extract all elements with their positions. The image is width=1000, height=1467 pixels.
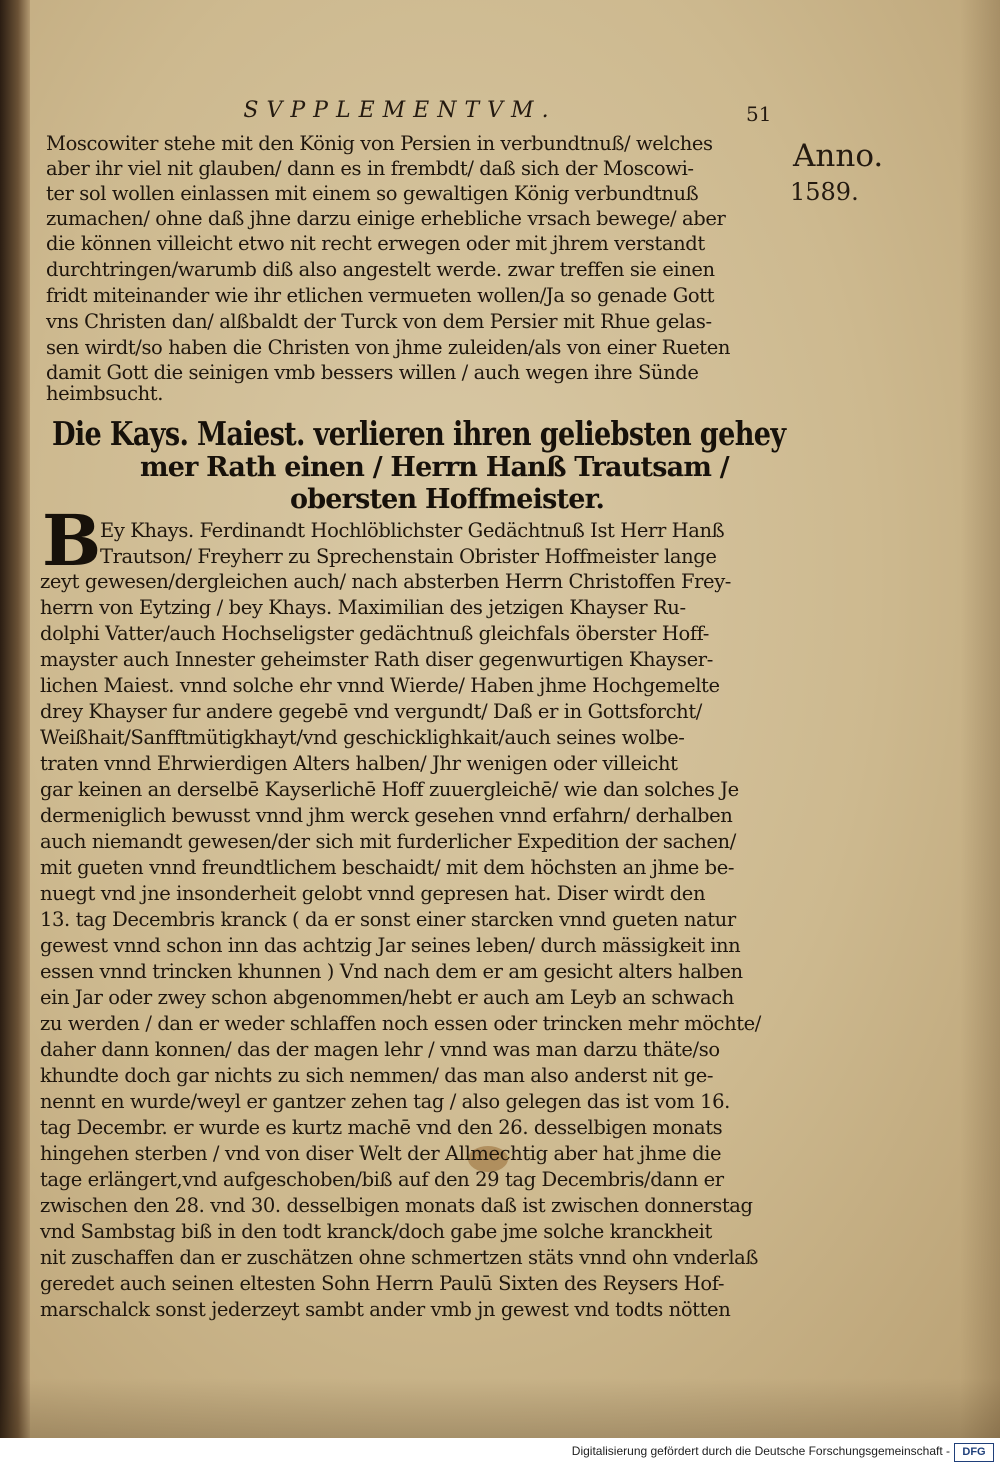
text-line: zwischen den 28. vnd 30. desselbigen monats daß ist zwischen donnerstag [40,1194,753,1217]
chapter-heading-line-2: mer Rath einen / Herrn Hanß Trautsam / [140,452,729,483]
text-line: aber ihr viel nit glauben/ dann es in frembdt/ daß sich der Moscowi- [46,157,694,180]
chapter-heading-line-3: obersten Hoffmeister. [290,484,605,515]
text-line: zumachen/ ohne daß jhne darzu einige erhebliche vrsach bewege/ aber [46,207,726,230]
text-line: tage erlängert,vnd aufgeschoben/biß auf den 29 tag Decembris/dann er [40,1168,724,1191]
text-line: ein Jar oder zwey schon abgenommen/hebt er auch am Leyb an schwach [40,986,734,1009]
marginal-note-year: 1589. [790,178,859,206]
text-line: sen wirdt/so haben die Christen von jhme zuleiden/als von einer Rueten [46,336,731,359]
drop-capital: B [42,499,102,582]
text-line: dermeniglich bewusst vnnd jhm werck gesehen vnnd erfahrn/ derhalben [40,804,733,827]
text-line: nit zuschaffen dan er zuschätzen ohne schmertzen stäts vnnd ohn vnderlaß [40,1246,759,1269]
text-line: herrn von Eytzing / bey Khays. Maximilian des jetzigen Khayser Ru- [40,596,686,619]
text-line: daher dann konnen/ das der magen lehr / vnnd was man darzu thäte/so [40,1038,720,1061]
text-line: vns Christen dan/ alßbaldt der Turck von dem Persier mit Rhue gelas- [46,310,712,333]
text-line: marschalck sonst jederzeyt sambt ander vmb jn gewest vnd todts nötten [40,1298,731,1321]
text-line: heimbsucht. [46,382,163,405]
text-line: 13. tag Decembris kranck ( da er sonst einer starcken vnnd gueten natur [40,908,736,931]
text-line: traten vnnd Ehrwierdigen Alters halben/ Jhr wenigen oder villeicht [40,752,678,775]
text-line: mayster auch Innester geheimster Rath diser gegenwurtigen Khayser- [40,648,713,671]
text-line: Moscowiter stehe mit den König von Persien in verbundtnuß/ welches [46,132,713,155]
text-line: damit Gott die seinigen vmb bessers willen / auch wegen ihre Sünde [46,361,699,384]
funding-notice: Digitalisierung gefördert durch die Deutsche Forschungsgemeinschaft - [571,1444,950,1458]
text-line: vnd Sambstag biß in den todt kranck/doch gabe jme solche kranckheit [40,1220,712,1243]
text-line: lichen Maiest. vnnd solche ehr vnnd Wierde/ Haben jhme Hochgemelte [40,674,720,697]
text-line: fridt miteinander wie ihr etlichen vermueten wollen/Ja so genade Gott [46,284,715,307]
text-line: Ey Khays. Ferdinandt Hochlöblichster Gedächtnuß Ist Herr Hanß [100,519,725,542]
book-spine-shadow [0,0,30,1438]
page-number: 51 [746,102,772,126]
text-line: Weißhait/Sanfftmütigkhayt/vnd geschicklighkait/auch seines wolbe- [40,726,685,749]
chapter-heading-line-1: Die Kays. Maiest. verlieren ihren geliebsten gehey [52,414,786,453]
text-line: gar keinen an derselbē Kayserlichē Hoff zuuergleichē/ wie dan solches Je [40,778,739,801]
text-line: tag Decembr. er wurde es kurtz machē vnd den 26. desselbigen monats [40,1116,723,1139]
dfg-logo: DFG [954,1443,994,1462]
page-bottom-shade [0,1378,1000,1438]
text-line: essen vnnd trincken khunnen ) Vnd nach dem er am gesicht alters halben [40,960,743,983]
text-line: ter sol wollen einlassen mit einem so gewaltigen König verbundtnuß [46,182,699,205]
marginal-note-anno: Anno. [793,138,884,174]
text-line: dolphi Vatter/auch Hochseligster gedächtnuß gleichfals öberster Hoff- [40,622,709,645]
text-line: gewest vnnd schon inn das achtzig Jar seines leben/ durch mässigkeit inn [40,934,741,957]
digitization-footer [0,1438,1000,1467]
text-line: mit gueten vnnd freundtlichem beschaidt/ mit dem höchsten an jhme be- [40,856,735,879]
text-line: hingehen sterben / vnd von diser Welt der Allmechtig aber hat jhme die [40,1142,722,1165]
text-line: nuegt vnd jne insonderheit gelobt vnnd gepresen hat. Diser wirdt den [40,882,706,905]
text-line: die können villeicht etwo nit recht erwegen oder mit jhrem verstandt [46,232,705,255]
text-line: nennt en wurde/weyl er gantzer zehen tag / also gelegen das ist vom 16. [40,1090,730,1113]
text-line: khundte doch gar nichts zu sich nemmen/ das man also anderst nit ge- [40,1064,714,1087]
running-head: SVPPLEMENTVM. [243,98,557,123]
text-line: zeyt gewesen/dergleichen auch/ nach absterben Herrn Christoffen Frey- [40,570,731,593]
text-line: drey Khayser fur andere gegebē vnd vergundt/ Daß er in Gottsforcht/ [40,700,702,723]
page-edge-shade [960,0,1000,1438]
text-line: durchtringen/warumb diß also angestelt werde. zwar treffen sie einen [46,258,715,281]
text-line: geredet auch seinen eltesten Sohn Herrn Paulū Sixten des Reysers Hof- [40,1272,725,1295]
text-line: Trautson/ Freyherr zu Sprechenstain Obrister Hoffmeister lange [100,545,717,568]
text-line: auch niemandt gewesen/der sich mit furderlicher Expedition der sachen/ [40,830,736,853]
text-line: zu werden / dan er weder schlaffen noch essen oder trincken mehr möchte/ [40,1012,761,1035]
